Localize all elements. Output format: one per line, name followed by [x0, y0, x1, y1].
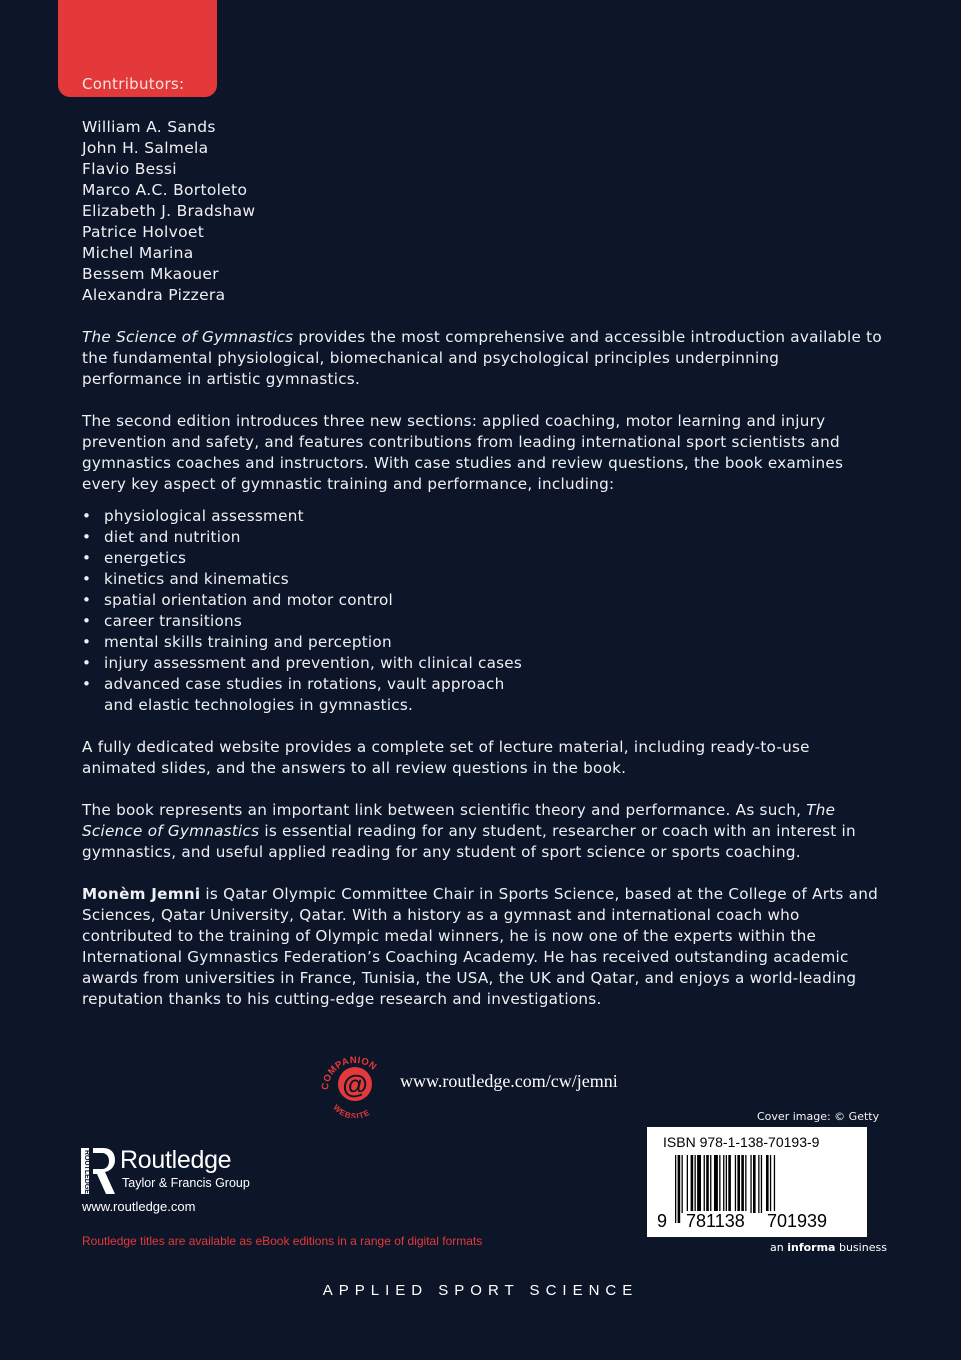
publisher-name: Routledge — [120, 1146, 232, 1174]
barcode-bar — [710, 1155, 711, 1213]
author-bio: Monèm Jemni is Qatar Olympic Committee Chair in Sports Science, based at the College of Arts and Sciences, Qatar University, Qatar. With a history as a gymnast and international coach who contributed to the training of Olympic medal winners, he is now one of the experts within the International Gymnastics Federation’s Coaching Academy. He has received outstanding academic awards from universities in France, Tunisia, the USA, the UK and Qatar, and enjoys a world-leading reputation thanks to his cutting-edge research and investigations. — [82, 885, 878, 1008]
barcode-bar — [697, 1155, 701, 1213]
svg-text:WEBSITE — [331, 1103, 371, 1118]
contributor: Bessem Mkaouer — [82, 265, 219, 283]
intro-paragraph: The Science of Gymnastics provides the most comprehensive and accessible introduction available to the fundamental physiological, biomechanical and psychological principles underpinning performance in artistic gymnastics. — [82, 328, 882, 388]
contributors-tab — [58, 0, 217, 97]
barcode-bar — [735, 1155, 736, 1213]
contributor: Elizabeth J. Bradshaw — [82, 202, 256, 220]
routledge-logo-icon — [81, 1148, 115, 1194]
publisher-website: www.routledge.com — [82, 1199, 196, 1214]
barcode-digit-first: 9 — [657, 1211, 668, 1231]
barcode-bar — [741, 1155, 744, 1213]
topics-list — [82, 506, 882, 716]
barcode-bar — [706, 1155, 709, 1213]
barcode-bar — [745, 1155, 746, 1213]
list-item: • career transitions — [82, 611, 882, 632]
list-item: • spatial orientation and motor control — [82, 590, 882, 611]
publisher-group: Taylor & Francis Group — [122, 1176, 250, 1190]
barcode-digits-right: 701939 — [767, 1211, 828, 1231]
companion-url: www.routledge.com/cw/jemni — [400, 1071, 618, 1091]
list-item: • injury assessment and prevention, with clinical cases — [82, 653, 882, 674]
contributor: William A. Sands — [82, 118, 216, 136]
barcode-digits-left: 781138 — [686, 1211, 745, 1231]
second-edition-paragraph: The second edition introduces three new sections: applied coaching, motor learning and injury prevention and safety, and features contributions from leading international sport scientists and gymnastics coaches and instructors. With case studies and review questions, the book examines every key aspect of gymnastic training and performance, including: — [82, 412, 844, 493]
barcode-bar — [687, 1155, 688, 1213]
cover-credit: Cover image: © Getty — [757, 1110, 880, 1123]
companion-badge-top: COMPANION — [320, 1054, 379, 1091]
barcode-bar — [704, 1155, 705, 1213]
list-item: • kinetics and kinematics — [82, 569, 882, 590]
isbn-barcode — [647, 1127, 867, 1237]
contributor: John H. Salmela — [82, 139, 209, 157]
list-item: • energetics — [82, 548, 882, 569]
barcode-bar — [675, 1155, 676, 1223]
informa-brand: informa — [787, 1241, 836, 1254]
barcode-bar — [766, 1155, 769, 1213]
barcode-bar — [678, 1155, 681, 1223]
book-title: The Science of Gymnastics — [82, 328, 294, 346]
barcode-bar — [753, 1155, 756, 1213]
barcode-bar — [695, 1155, 696, 1213]
contributor: Patrice Holvoet — [82, 223, 205, 241]
companion-badge-bottom: WEBSITE — [331, 1102, 372, 1118]
isbn-label: ISBN 978-1-138-70193-9 — [663, 1134, 820, 1150]
barcode-bar — [737, 1155, 740, 1213]
barcode-bar — [728, 1155, 731, 1213]
contributor: Alexandra Pizzera — [82, 286, 226, 304]
contributor: Michel Marina — [82, 244, 194, 262]
barcode-bar — [719, 1155, 720, 1213]
ebook-note: Routledge titles are available as eBook editions in a range of digital formats — [82, 1234, 483, 1248]
author-name: Monèm Jemni — [82, 885, 201, 903]
list-item: • mental skills training and perception — [82, 632, 882, 653]
at-icon: @ — [342, 1069, 368, 1099]
routledge-mark-text: ROUTLEDGE — [83, 1150, 90, 1194]
contributors-label: Contributors: — [82, 75, 185, 93]
barcode-bar — [758, 1155, 759, 1213]
contributor: Marco A.C. Bortoleto — [82, 181, 248, 199]
barcode-bar — [691, 1155, 694, 1213]
contributor: Flavio Bessi — [82, 160, 177, 178]
blurb — [82, 327, 882, 1031]
barcode-bar — [723, 1155, 724, 1213]
series-name: APPLIED SPORT SCIENCE — [322, 1282, 639, 1299]
importance-paragraph: The book represents an important link between scientific theory and performance. As such, The Science of Gymnastics is essential reading for any student, researcher or coach with an interest in gymnastics, and useful applied reading for any student of sport science or sports coaching. — [82, 801, 856, 861]
informa-line: an informa business — [770, 1241, 887, 1254]
list-item: • advanced case studies in rotations, vault approach and elastic technologies in gymnastics. — [82, 674, 514, 716]
barcode-bar — [682, 1155, 683, 1213]
book-title: The Science of Gymnastics — [82, 801, 836, 840]
barcode-bar — [750, 1155, 751, 1213]
list-item: • diet and nutrition — [82, 527, 882, 548]
barcode-bar — [770, 1155, 771, 1213]
website-paragraph: A fully dedicated website provides a complete set of lecture material, including ready-to-use animated slides, and the answers to all review questions in the book. — [82, 738, 810, 777]
barcode-bar — [714, 1155, 718, 1213]
list-item: • physiological assessment — [82, 506, 882, 527]
barcode-bar — [761, 1155, 762, 1213]
contributors-list — [82, 117, 255, 306]
companion-website-badge — [320, 1050, 390, 1118]
